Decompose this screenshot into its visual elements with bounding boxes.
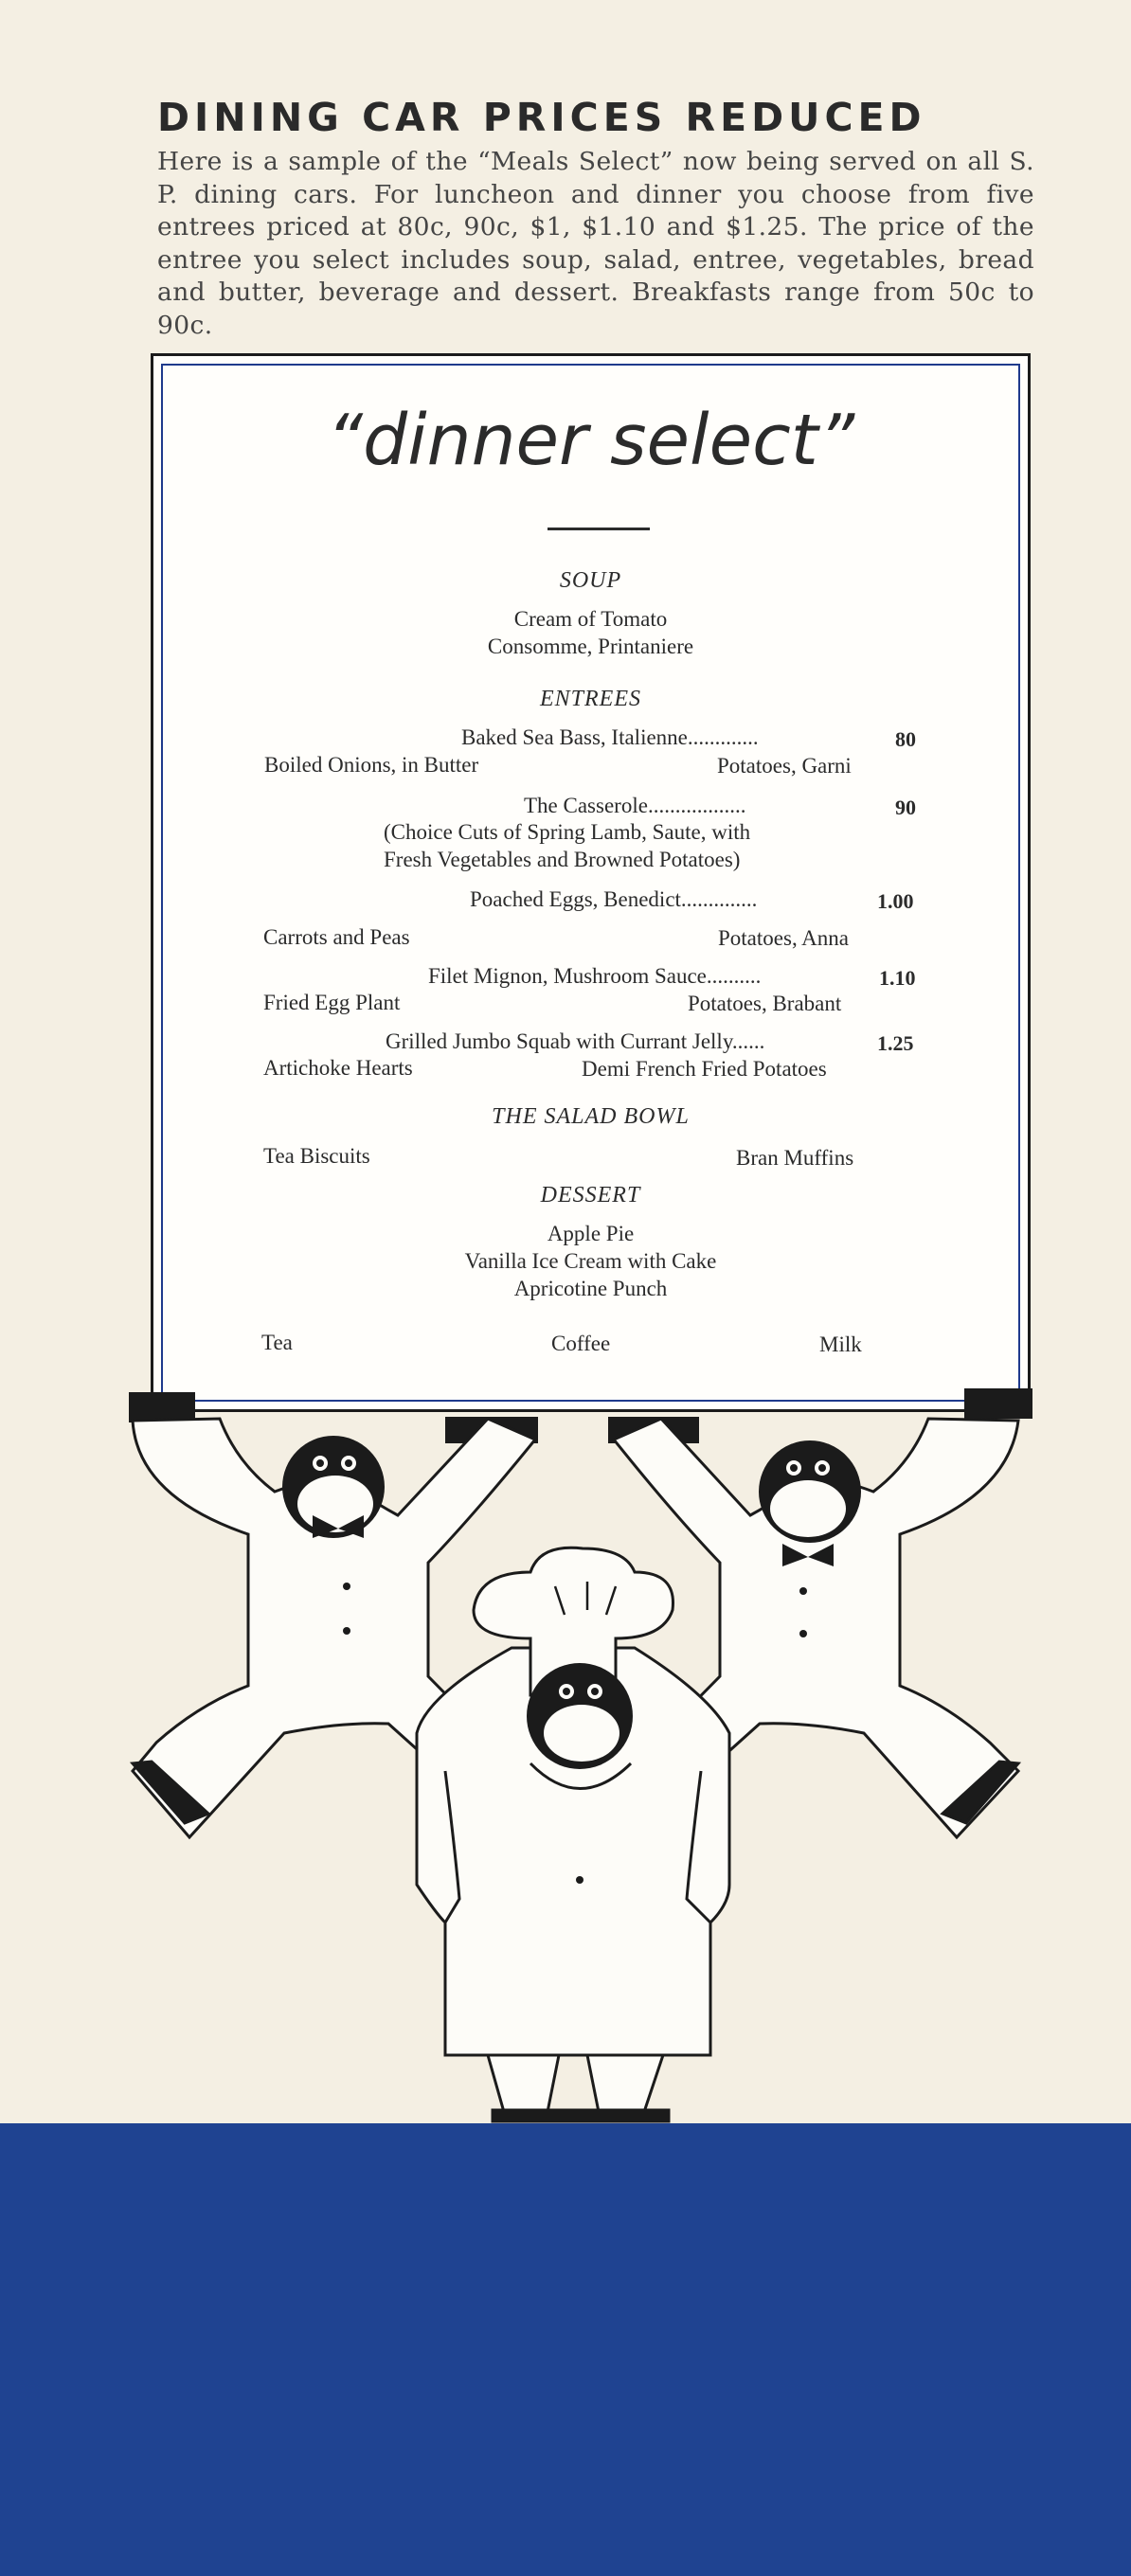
leader-dots: .......... bbox=[706, 964, 762, 988]
entree-title: Grilled Jumbo Squab with Currant Jelly bbox=[386, 1029, 732, 1053]
leader-dots: ...... bbox=[731, 1029, 765, 1053]
entree-side-right: Potatoes, Brabant bbox=[688, 992, 842, 1015]
blue-band bbox=[0, 2123, 1131, 2576]
salad-side-left: Tea Biscuits bbox=[263, 1144, 370, 1168]
hands-holding-card bbox=[129, 1388, 1032, 1443]
menu-card bbox=[151, 353, 1031, 1412]
entree-title: Poached Eggs, Benedict bbox=[470, 887, 681, 911]
dessert-item: Apple Pie bbox=[547, 1222, 635, 1245]
dessert-item: Apricotine Punch bbox=[513, 1277, 668, 1300]
entree-note: (Choice Cuts of Spring Lamb, Saute, with bbox=[384, 820, 751, 844]
leader-dots: ............. bbox=[687, 725, 759, 749]
salad-heading: THE SALAD BOWL bbox=[492, 1104, 690, 1129]
entree-price: 80 bbox=[895, 727, 916, 751]
entrees-heading: ENTREES bbox=[540, 687, 641, 711]
dessert-item: Vanilla Ice Cream with Cake bbox=[464, 1249, 717, 1273]
title-rule bbox=[548, 528, 650, 530]
entree-name bbox=[386, 1029, 764, 1054]
entree-side-left: Artichoke Hearts bbox=[263, 1056, 413, 1080]
entree-side-left: Boiled Onions, in Butter bbox=[264, 753, 479, 777]
header-title: DINING CAR PRICES REDUCED bbox=[157, 95, 926, 140]
entree-side-right: Demi French Fried Potatoes bbox=[582, 1057, 827, 1081]
menu-title: “dinner select” bbox=[326, 400, 855, 481]
soup-heading: SOUP bbox=[559, 568, 622, 593]
beverage-item: Coffee bbox=[551, 1332, 611, 1355]
entree-price: 1.25 bbox=[877, 1031, 914, 1055]
entree-price: 90 bbox=[895, 796, 916, 819]
soup-item: Consomme, Printaniere bbox=[487, 635, 694, 658]
soup-item: Cream of Tomato bbox=[513, 607, 668, 631]
dessert-heading: DESSERT bbox=[540, 1183, 641, 1208]
leader-dots: .............. bbox=[680, 887, 758, 911]
entree-title: Filet Mignon, Mushroom Sauce bbox=[428, 964, 707, 988]
entree-note: Fresh Vegetables and Browned Potatoes) bbox=[384, 848, 741, 871]
entree-side-right: Potatoes, Anna bbox=[718, 926, 849, 950]
entree-side-left: Carrots and Peas bbox=[263, 925, 410, 949]
entree-title: The Casserole bbox=[524, 794, 648, 817]
entree-title: Baked Sea Bass, Italienne bbox=[461, 725, 688, 749]
entree-side-left: Fried Egg Plant bbox=[263, 991, 401, 1014]
entree-price: 1.00 bbox=[877, 889, 914, 913]
entree-side-right: Potatoes, Garni bbox=[717, 754, 852, 778]
beverage-item: Tea bbox=[261, 1331, 293, 1354]
entree-name bbox=[524, 794, 745, 818]
entree-name bbox=[470, 887, 757, 912]
salad-side-right: Bran Muffins bbox=[736, 1146, 854, 1170]
entree-name bbox=[461, 725, 759, 750]
entree-name bbox=[428, 964, 761, 989]
beverage-item: Milk bbox=[819, 1333, 862, 1356]
leader-dots: .................. bbox=[647, 794, 746, 817]
waiters-and-chef-illustration bbox=[0, 1383, 1131, 2140]
entree-price: 1.10 bbox=[879, 966, 916, 990]
intro-paragraph: Here is a sample of the “Meals Select” now being served on all S. P. dining cars. For luncheon and dinner you choose from five entrees priced at 80c, 90c, $1, $1.10 and $1.25. The price of the entree you select includes soup, salad, entree, vegetables, bread and butter, beverage and dessert. Breakfasts range from 50c to 90c. bbox=[157, 147, 1034, 340]
